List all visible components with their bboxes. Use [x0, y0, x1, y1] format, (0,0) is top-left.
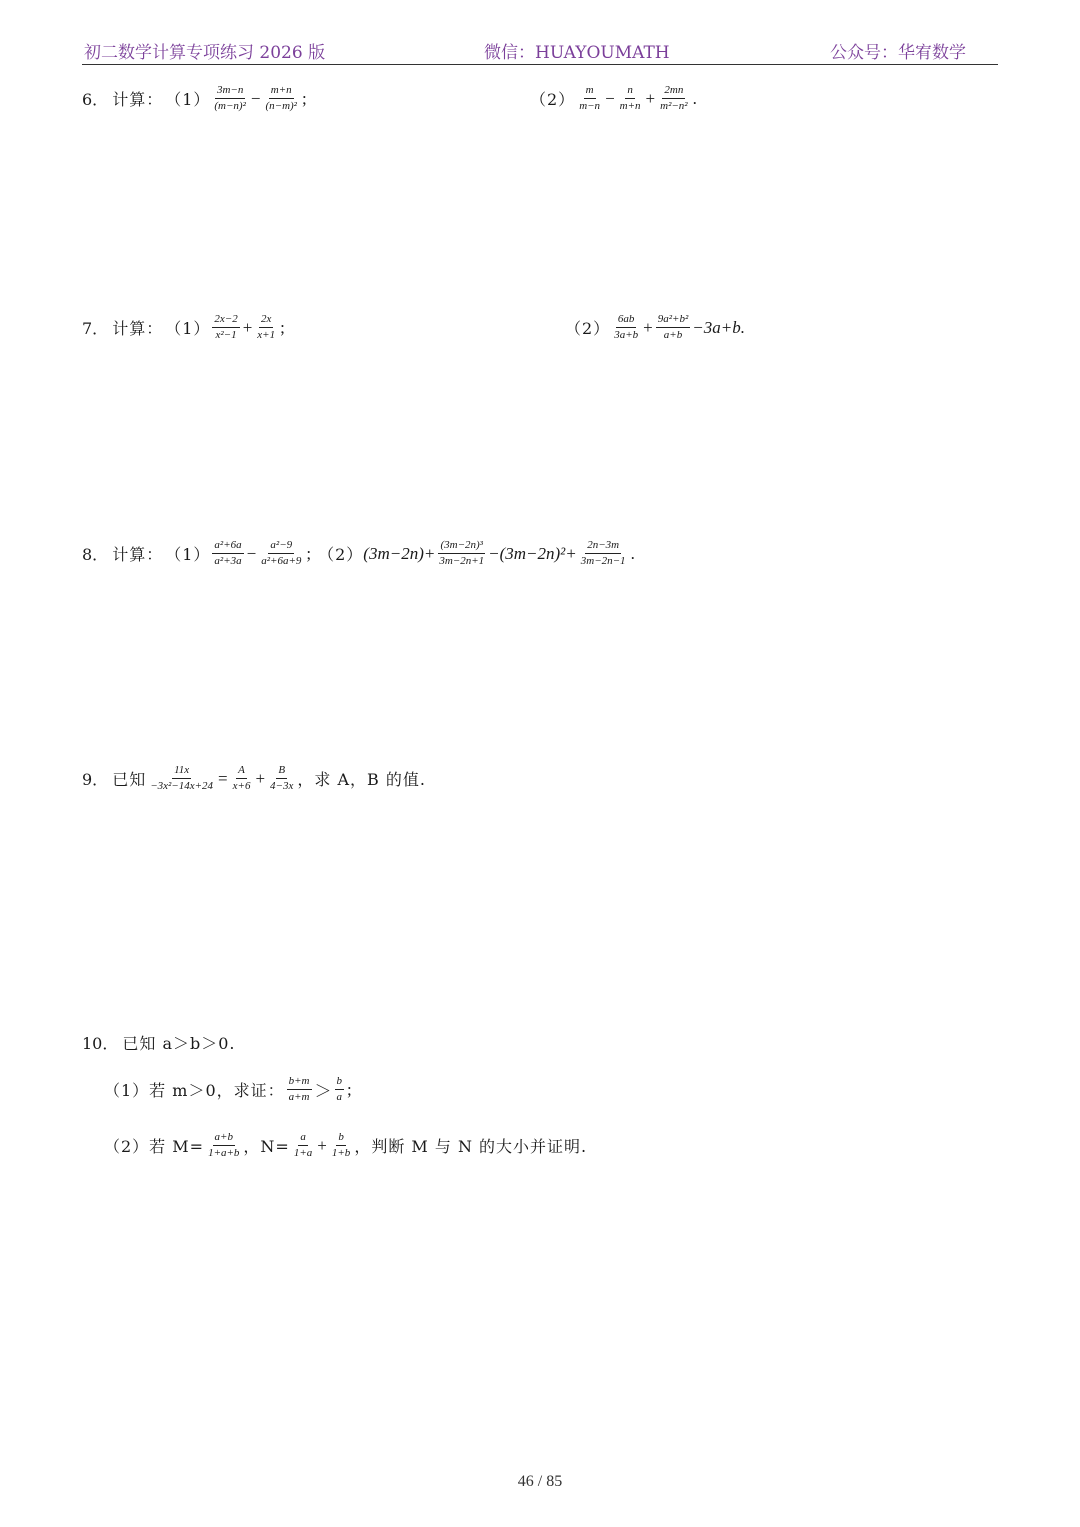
fraction	[259, 539, 303, 568]
denominator: 1+a+b	[208, 1147, 240, 1159]
denominator: x+6	[232, 780, 251, 792]
question-10-part-1: （1）若 m＞0，求证： $\frac{b+m}{a+m}$ ＞ $\frac{b}{a}$ ;	[104, 1075, 352, 1103]
question-number: 8．	[82, 545, 109, 564]
denominator: a	[336, 1091, 342, 1103]
numerator: m+n	[269, 84, 294, 99]
denominator: a+m	[288, 1091, 310, 1103]
numerator: m	[584, 84, 596, 99]
numerator: a	[298, 1131, 308, 1146]
denominator: 1+a	[293, 1147, 313, 1159]
numerator: 3m−n	[215, 84, 245, 99]
part-2-text: （2）若 M=	[104, 1137, 205, 1156]
fraction	[330, 1131, 352, 1160]
question-number: 7．	[82, 319, 109, 338]
fraction	[263, 84, 299, 113]
denominator: a+b	[663, 329, 683, 341]
question-6-part-2: （2） $\frac{m}{m-n}$ − $\frac{n}{m+n}$ + $\frac{2mn}{\text{m²−n²}}$ .	[530, 84, 697, 112]
question-label: 计算：	[112, 545, 164, 564]
denominator: 3m−2n+1	[439, 555, 485, 567]
question-label: 计算：	[112, 319, 164, 338]
fraction	[618, 84, 643, 113]
fraction	[148, 764, 215, 793]
header-account: 公众号：华宥数学	[830, 43, 966, 63]
question-6: 6． 计算： （1） $\frac{3m-n}{\text{(m−n)²}}$ − $\frac{m+n}{\text{(n−m)²}}$ ;	[82, 84, 307, 112]
denominator: a²+3a	[214, 555, 242, 567]
question-number: 6．	[82, 90, 109, 109]
fraction	[255, 313, 277, 342]
numerator: B	[276, 764, 287, 779]
question-label: 已知	[112, 770, 147, 789]
denominator: m−n	[579, 100, 601, 112]
numerator: b	[336, 1131, 346, 1146]
numerator: 2x	[259, 313, 273, 328]
denominator: m²−n²	[660, 100, 688, 112]
numerator: 2mn	[662, 84, 685, 99]
numerator: a²+6a	[212, 539, 243, 554]
numerator: 2n−3m	[585, 539, 621, 554]
denominator: 1+b	[331, 1147, 351, 1159]
numerator: 2x−2	[212, 313, 239, 328]
denominator: a²+6a+9	[261, 555, 302, 567]
numerator: b+m	[287, 1075, 312, 1090]
header-divider	[82, 64, 998, 65]
question-9: 9． 已知 $\frac{11x}{\text{−3x²−14x+24}}$ = $\frac{A}{x+6}$ + $\frac{B}{4-3x}$ ，求 A，B 的值.	[82, 764, 426, 792]
fraction	[656, 313, 691, 342]
part-1-label: （1）	[165, 319, 211, 338]
denominator: m+n	[619, 100, 641, 112]
question-label: 计算：	[112, 90, 164, 109]
question-7-part-2: （2） $\frac{6ab}{3a+b}$ + $\frac{\text{9a²+b²}}{a+b}$ −3a+b.	[565, 313, 745, 341]
fraction	[268, 764, 295, 793]
header-wechat: 微信：HUAYOUMATH	[484, 43, 670, 63]
expression-middle: −(3m−2n)²+	[488, 543, 577, 563]
denominator: 4−3x	[270, 780, 294, 792]
part-2-middle: ，N=	[243, 1137, 290, 1156]
fraction	[212, 539, 243, 568]
question-number: 9．	[82, 770, 109, 789]
part-1-label: （1）	[165, 90, 211, 109]
numerator: (3m−2n)³	[438, 539, 485, 554]
fraction	[287, 1075, 312, 1104]
question-8: 8． 计算： （1） $\frac{\text{a²+6a}}{\text{a²+3a}}$ − $\frac{\text{a²−9}}{\text{a²+6a+9}}$ ; （2） (3m−2n)+ $\frac{\text{(3m−2n)³}}{3m-2n+1}$ −(3m−2n)²+ $\frac{2n-3m}{3m-2n-1}$ .	[82, 539, 635, 567]
fraction	[658, 84, 689, 113]
fraction	[292, 1131, 314, 1160]
numerator: 9a²+b²	[656, 313, 691, 328]
part-2-label: （2）	[318, 545, 364, 564]
question-stem: 已知 a＞b＞0.	[122, 1034, 236, 1053]
denominator: x²−1	[215, 329, 237, 341]
part-2-tail: ，判断 M 与 N 的大小并证明.	[354, 1137, 588, 1156]
part-1-text: （1）若 m＞0，求证：	[104, 1081, 285, 1100]
part-2-label: （2）	[565, 319, 611, 338]
fraction	[577, 84, 602, 113]
fraction	[437, 539, 486, 568]
fraction	[335, 1075, 345, 1104]
denominator: (m−n)²	[214, 100, 246, 112]
numerator: a+b	[213, 1131, 235, 1146]
fraction	[231, 764, 253, 793]
question-10-part-2: （2）若 M= $\frac{a+b}{1+a+b}$ ，N= $\frac{a}{1+a}$ + $\frac{b}{1+b}$ ，判断 M 与 N 的大小并证明.	[104, 1131, 588, 1159]
denominator: −3x²−14x+24	[150, 780, 214, 792]
part-1-label: （1）	[165, 545, 211, 564]
numerator: a²−9	[268, 539, 294, 554]
numerator: 11x	[172, 764, 191, 779]
question-number: 10．	[82, 1034, 119, 1053]
header-title: 初二数学计算专项练习 2026 版	[84, 43, 326, 63]
numerator: b	[335, 1075, 345, 1090]
numerator: n	[625, 84, 635, 99]
part-2-label: （2）	[530, 90, 576, 109]
question-tail: ，求 A，B 的值.	[297, 770, 426, 789]
fraction	[212, 313, 239, 342]
denominator: 3a+b	[614, 329, 639, 341]
expression-head: (3m−2n)+	[363, 543, 436, 563]
fraction	[612, 313, 640, 342]
page-number: 46 / 85	[517, 1473, 563, 1490]
numerator: A	[236, 764, 247, 779]
fraction	[206, 1131, 241, 1160]
expression-tail: −3a+b.	[692, 317, 745, 337]
numerator: 6ab	[616, 313, 637, 328]
fraction	[212, 84, 248, 113]
question-7: 7． 计算： （1） $\frac{2x-2}{\text{x²−1}}$ + $\frac{2x}{x+1}$ ;	[82, 313, 285, 341]
denominator: x+1	[257, 329, 276, 341]
question-10	[82, 1031, 236, 1054]
denominator: 3m−2n−1	[580, 555, 626, 567]
fraction	[579, 539, 628, 568]
denominator: (n−m)²	[265, 100, 297, 112]
